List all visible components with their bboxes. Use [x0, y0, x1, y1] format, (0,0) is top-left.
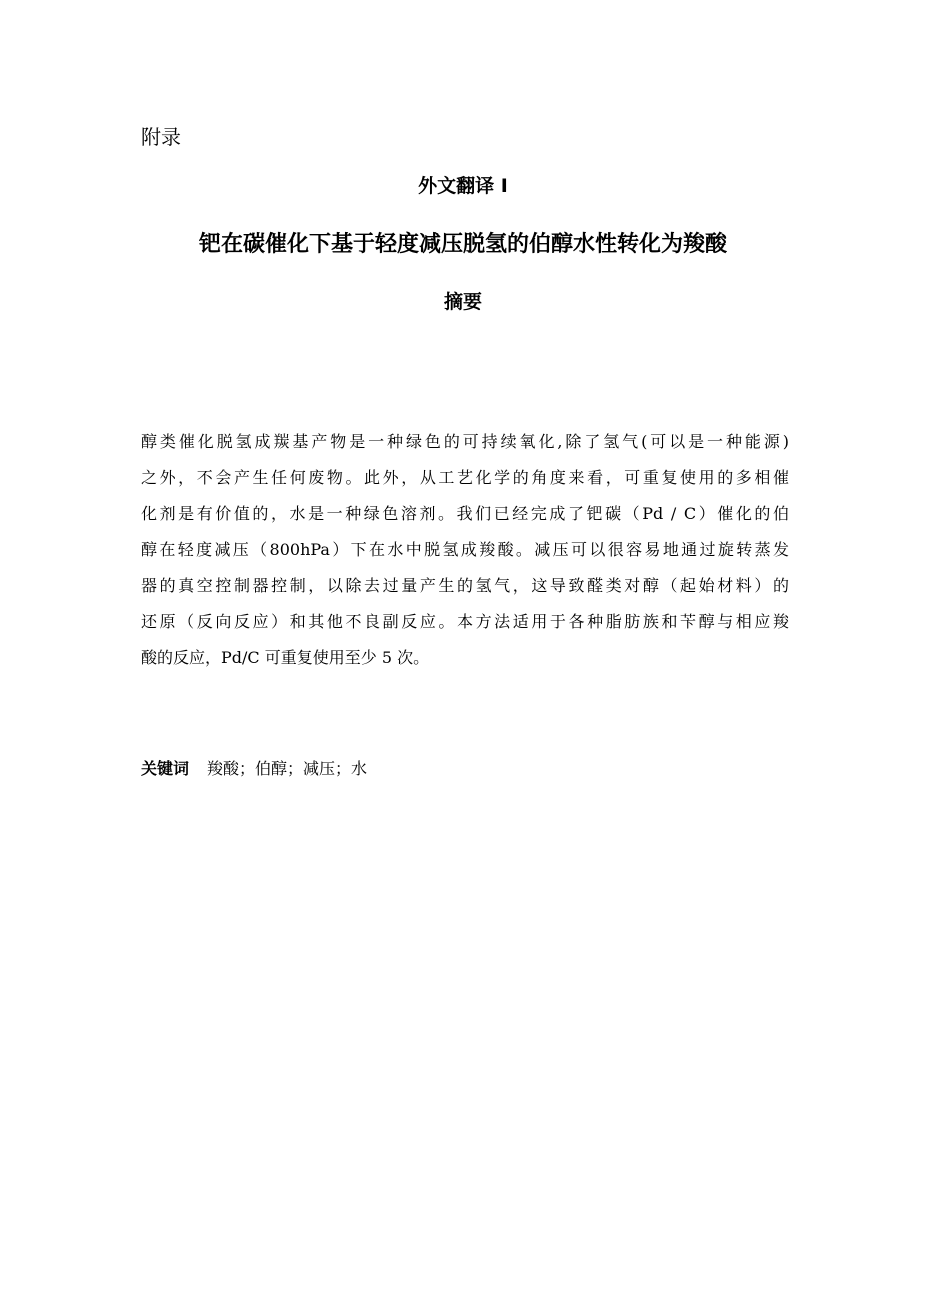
abstract-line: 酸的反应，Pd/C 可重复使用至少 5 次。 — [141, 648, 430, 667]
abstract-line: 化剂是有价值的，水是一种绿色溶剂。我们已经完成了钯碳（Pd / C）催化的伯 — [141, 504, 789, 523]
keywords-label: 关键词 — [141, 759, 190, 778]
abstract-heading: 摘要 — [443, 291, 482, 313]
keywords — [141, 756, 367, 782]
section-heading: 外文翻译 I — [418, 175, 508, 197]
abstract-line: 醇在轻度减压（800hPa）下在水中脱氢成羧酸。减压可以很容易地通过旋转蒸发 — [141, 540, 789, 559]
abstract-line: 器的真空控制器控制，以除去过量产生的氢气，这导致醛类对醇（起始材料）的 — [141, 576, 789, 595]
abstract-body — [141, 424, 789, 676]
keywords-text: 羧酸；伯醇；减压；水 — [207, 759, 368, 778]
abstract-line: 之外，不会产生任何废物。此外，从工艺化学的角度来看，可重复使用的多相催 — [141, 468, 789, 487]
abstract-line: 醇类催化脱氢成羰基产物是一种绿色的可持续氧化,除了氢气(可以是一种能源) — [141, 432, 789, 451]
paper-title: 钯在碳催化下基于轻度减压脱氢的伯醇水性转化为羧酸 — [198, 232, 727, 257]
appendix-label: 附录 — [141, 125, 181, 149]
abstract-line: 还原（反向反应）和其他不良副反应。本方法适用于各种脂肪族和苄醇与相应羧 — [141, 612, 789, 631]
